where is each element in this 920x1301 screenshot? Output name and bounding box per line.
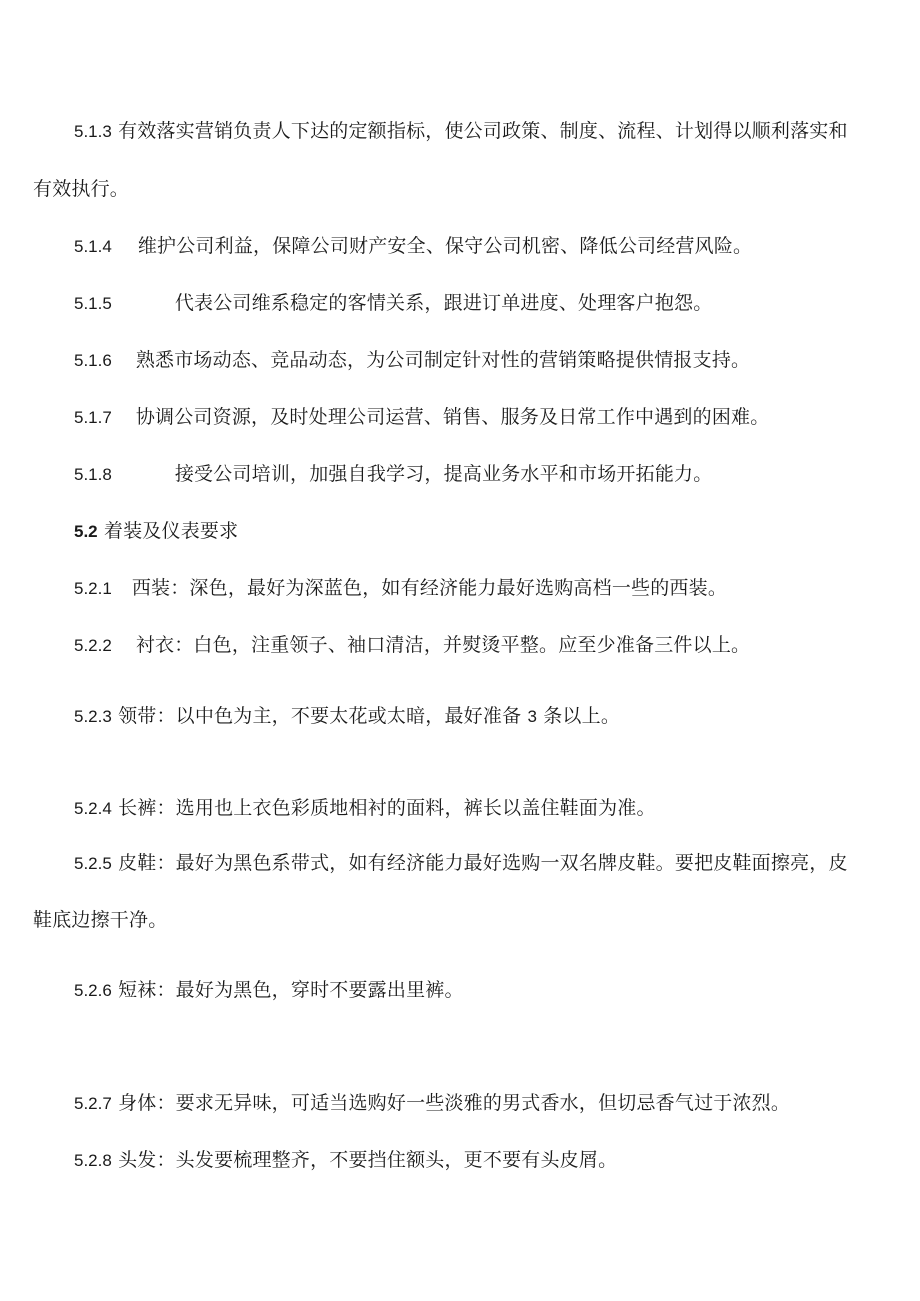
item-text: 西装：深色，最好为深蓝色，如有经济能力最好选购高档一些的西装。 <box>131 577 728 599</box>
item-5-1-8 <box>74 462 712 487</box>
item-5-2-8 <box>74 1148 617 1173</box>
item-number: 5.1.8 <box>74 465 112 484</box>
item-number: 5.2.7 <box>74 1094 112 1113</box>
item-text: 熟悉市场动态、竞品动态，为公司制定针对性的营销策略提供情报支持。 <box>135 349 751 371</box>
item-5-2-3 <box>74 704 620 729</box>
item-5-2-4 <box>74 796 656 821</box>
item-5-2-5-continuation <box>33 908 167 932</box>
item-number: 5.1.5 <box>74 294 112 313</box>
item-number: 5.1.7 <box>74 408 112 427</box>
section-title: 着装及仪表要求 <box>103 520 239 542</box>
item-text: 短袜：最好为黑色，穿时不要露出里裤。 <box>118 979 464 1001</box>
item-5-1-4 <box>74 234 752 259</box>
item-quantity: 3 <box>527 707 537 726</box>
item-text-continued: 鞋底边擦干净。 <box>33 909 168 931</box>
item-5-1-5 <box>74 291 712 316</box>
section-number: 5.2 <box>74 522 98 541</box>
section-heading-5-2 <box>74 519 238 544</box>
item-text: 领带：以中色为主，不要太花或太暗，最好准备 <box>118 705 522 727</box>
item-5-1-3-continuation <box>33 177 129 201</box>
item-number: 5.2.2 <box>74 636 112 655</box>
item-5-1-6 <box>74 348 750 373</box>
item-text: 协调公司资源，及时处理公司运营、销售、服务及日常工作中遇到的困难。 <box>135 406 770 428</box>
item-number: 5.2.4 <box>74 799 112 818</box>
item-5-2-2 <box>74 633 750 658</box>
item-5-1-7 <box>74 405 769 430</box>
item-number: 5.1.3 <box>74 122 112 141</box>
item-number: 5.2.8 <box>74 1151 112 1170</box>
item-text-continued: 有效执行。 <box>33 178 130 200</box>
item-5-2-6 <box>74 978 464 1003</box>
item-number: 5.2.1 <box>74 579 112 598</box>
item-5-2-7 <box>74 1091 790 1116</box>
item-text: 身体：要求无异味，可适当选购好一些淡雅的男式香水，但切忌香气过于浓烈。 <box>118 1092 791 1114</box>
item-text: 接受公司培训，加强自我学习，提高业务水平和市场开拓能力。 <box>174 463 713 485</box>
item-number: 5.2.3 <box>74 707 112 726</box>
item-number: 5.1.6 <box>74 351 112 370</box>
item-text: 长裤：选用也上衣色彩质地相衬的面料，裤长以盖住鞋面为准。 <box>118 797 656 819</box>
item-5-1-3 <box>74 119 848 144</box>
item-number: 5.2.5 <box>74 854 112 873</box>
item-5-2-1 <box>74 576 727 601</box>
item-text: 维护公司利益，保障公司财产安全、保守公司机密、降低公司经营风险。 <box>137 235 753 257</box>
item-text: 皮鞋：最好为黑色系带式，如有经济能力最好选购一双名牌皮鞋。要把皮鞋面擦亮，皮 <box>118 852 848 874</box>
item-number: 5.2.6 <box>74 981 112 1000</box>
item-5-2-5 <box>74 851 848 876</box>
item-text: 有效落实营销负责人下达的定额指标，使公司政策、制度、流程、计划得以顺利落实和 <box>118 120 848 142</box>
item-text: 头发：头发要梳理整齐，不要挡住额头，更不要有头皮屑。 <box>118 1149 618 1171</box>
item-text-tail: 条以上。 <box>543 705 621 727</box>
item-number: 5.1.4 <box>74 237 112 256</box>
item-text: 衬衣：白色，注重领子、袖口清洁，并熨烫平整。应至少准备三件以上。 <box>135 634 751 656</box>
item-text: 代表公司维系稳定的客情关系，跟进订单进度、处理客户抱怨。 <box>174 292 713 314</box>
